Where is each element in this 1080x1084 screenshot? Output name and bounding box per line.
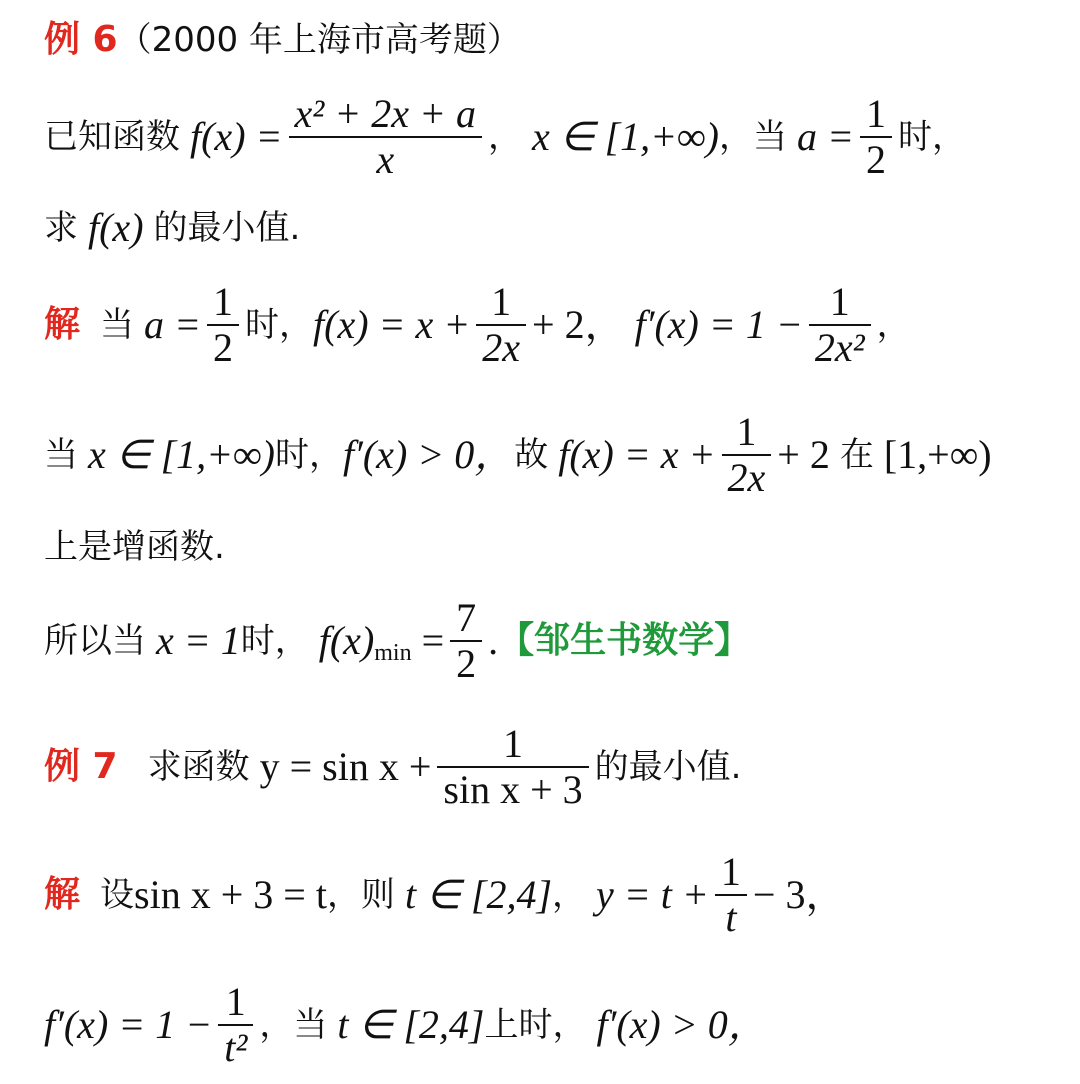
s2-so: 故 bbox=[514, 435, 549, 475]
q2-suffix: 的最小值. bbox=[153, 208, 301, 248]
s1-denominator: 2x bbox=[482, 325, 521, 370]
e7s1-fraction bbox=[715, 850, 747, 940]
example-7-question bbox=[44, 722, 741, 812]
s4-numerator: 7 bbox=[456, 595, 477, 640]
example-6-solution-line-2 bbox=[44, 410, 992, 500]
example-6-solution-line-3 bbox=[44, 527, 225, 567]
e7s2-derivative: f′(x) = 1 − bbox=[44, 1002, 213, 1047]
s2-interval: [1,+∞) bbox=[883, 432, 992, 477]
example-6-solution-line-1 bbox=[44, 280, 911, 370]
e7s1-sub: sin x + 3 = t bbox=[134, 872, 327, 917]
s4-function: f(x) bbox=[318, 618, 375, 663]
s2-time: 时， bbox=[275, 435, 343, 475]
q-a-denominator: 2 bbox=[865, 137, 886, 182]
s1-derivative-denominator: 2x² bbox=[814, 325, 865, 370]
s4-denominator: 2 bbox=[456, 641, 477, 686]
e7s1-t: t ∈ [2,4] bbox=[404, 872, 553, 917]
s2-plus2: + 2 bbox=[777, 432, 830, 477]
s1-a-fraction bbox=[207, 280, 239, 370]
example-7-solution-line-2 bbox=[44, 980, 768, 1070]
s1-fraction bbox=[476, 280, 526, 370]
s2-numerator: 1 bbox=[736, 409, 757, 454]
s1-a: a = bbox=[144, 302, 202, 347]
solution-label: 解 bbox=[44, 304, 81, 345]
s1-a-denominator: 2 bbox=[213, 325, 234, 370]
q-fraction bbox=[289, 92, 482, 182]
s2-domain: x ∈ [1,+∞) bbox=[88, 432, 275, 477]
e7-suffix: 的最小值. bbox=[594, 747, 742, 787]
q-domain: x ∈ [1,+∞) bbox=[531, 114, 719, 159]
s4-prefix: 所以当 bbox=[44, 621, 146, 661]
q-a-numerator: 1 bbox=[865, 91, 886, 136]
e7-y: y = sin x + bbox=[259, 744, 432, 789]
example-7-solution-line-1 bbox=[44, 850, 845, 940]
example-6-solution-line-4 bbox=[44, 596, 750, 686]
example-6-label: 例 6 bbox=[44, 19, 118, 60]
s4-dot: . bbox=[488, 618, 499, 663]
e7-numerator: 1 bbox=[503, 721, 524, 766]
s1-time: 时， bbox=[245, 305, 314, 345]
example-6-question-line-2 bbox=[44, 205, 301, 250]
example-7-solution-label: 解 bbox=[44, 874, 81, 915]
e7s2-derivative-positive: f′(x) > 0， bbox=[596, 1002, 768, 1047]
q2-prefix: 求 bbox=[44, 208, 78, 248]
q-denominator: x bbox=[376, 137, 395, 182]
e7s2-on: 上时， bbox=[484, 1005, 587, 1045]
brand-watermark: 【邹生书数学】 bbox=[498, 620, 751, 661]
s2-fraction bbox=[722, 410, 772, 500]
s1-a-numerator: 1 bbox=[213, 279, 234, 324]
q-when: ，当 bbox=[718, 117, 787, 157]
s4-min: min bbox=[374, 640, 412, 666]
e7s1-comma: ， bbox=[552, 875, 587, 915]
s4-x: x = 1 bbox=[156, 618, 241, 663]
s2-derivative: f′(x) > 0， bbox=[343, 432, 515, 477]
q-numerator: x² + 2x + a bbox=[294, 91, 476, 136]
q-comma: ， bbox=[487, 117, 522, 157]
s1-function: f(x) = x + bbox=[313, 302, 471, 347]
s1-derivative: f′(x) = 1 − bbox=[634, 302, 803, 347]
s1-derivative-numerator: 1 bbox=[829, 279, 850, 324]
e7s2-denominator: t² bbox=[224, 1025, 248, 1070]
q-a-fraction bbox=[860, 92, 892, 182]
e7-denominator: sin x + 3 bbox=[443, 767, 583, 812]
e7-prefix: 求函数 bbox=[147, 747, 250, 787]
e7s2-when: ，当 bbox=[259, 1005, 328, 1045]
e7s1-denominator: t bbox=[725, 895, 737, 940]
e7s1-minus3: − 3， bbox=[752, 872, 846, 917]
q-prefix: 已知函数 bbox=[44, 117, 180, 157]
e7s1-y: y = t + bbox=[596, 872, 709, 917]
e7s1-set: 设 bbox=[100, 875, 135, 915]
s1-when: 当 bbox=[100, 305, 135, 345]
example-7-label: 例 7 bbox=[44, 746, 118, 787]
s4-time: 时， bbox=[240, 621, 309, 661]
example-6-header bbox=[44, 19, 521, 60]
e7s2-t: t ∈ [2,4] bbox=[337, 1002, 485, 1047]
s2-when: 当 bbox=[44, 435, 78, 475]
s2-denominator: 2x bbox=[727, 455, 766, 500]
s1-numerator: 1 bbox=[491, 279, 512, 324]
e7s2-fraction bbox=[218, 980, 253, 1070]
s4-eq: = bbox=[421, 618, 445, 663]
e7-fraction bbox=[437, 722, 588, 812]
e7s2-numerator: 1 bbox=[225, 979, 246, 1024]
q2-function: f(x) bbox=[88, 205, 144, 250]
example-6-question-line-1 bbox=[44, 92, 966, 182]
q-a: a = bbox=[796, 114, 854, 159]
e7s1-then: ，则 bbox=[326, 875, 395, 915]
s1-derivative-fraction bbox=[809, 280, 871, 370]
s1-plus2: + 2， bbox=[532, 302, 625, 347]
s2-function: f(x) = x + bbox=[558, 432, 716, 477]
example-6-source: （2000 年上海市高考题） bbox=[117, 20, 521, 60]
s2-on: 在 bbox=[839, 435, 874, 475]
q-function: f(x) = bbox=[190, 114, 283, 159]
e7s1-numerator: 1 bbox=[720, 849, 741, 894]
s4-fraction bbox=[450, 596, 482, 686]
s1-end: ， bbox=[876, 305, 911, 345]
q-time: 时， bbox=[897, 117, 966, 157]
s3-text: 上是增函数. bbox=[44, 527, 225, 567]
